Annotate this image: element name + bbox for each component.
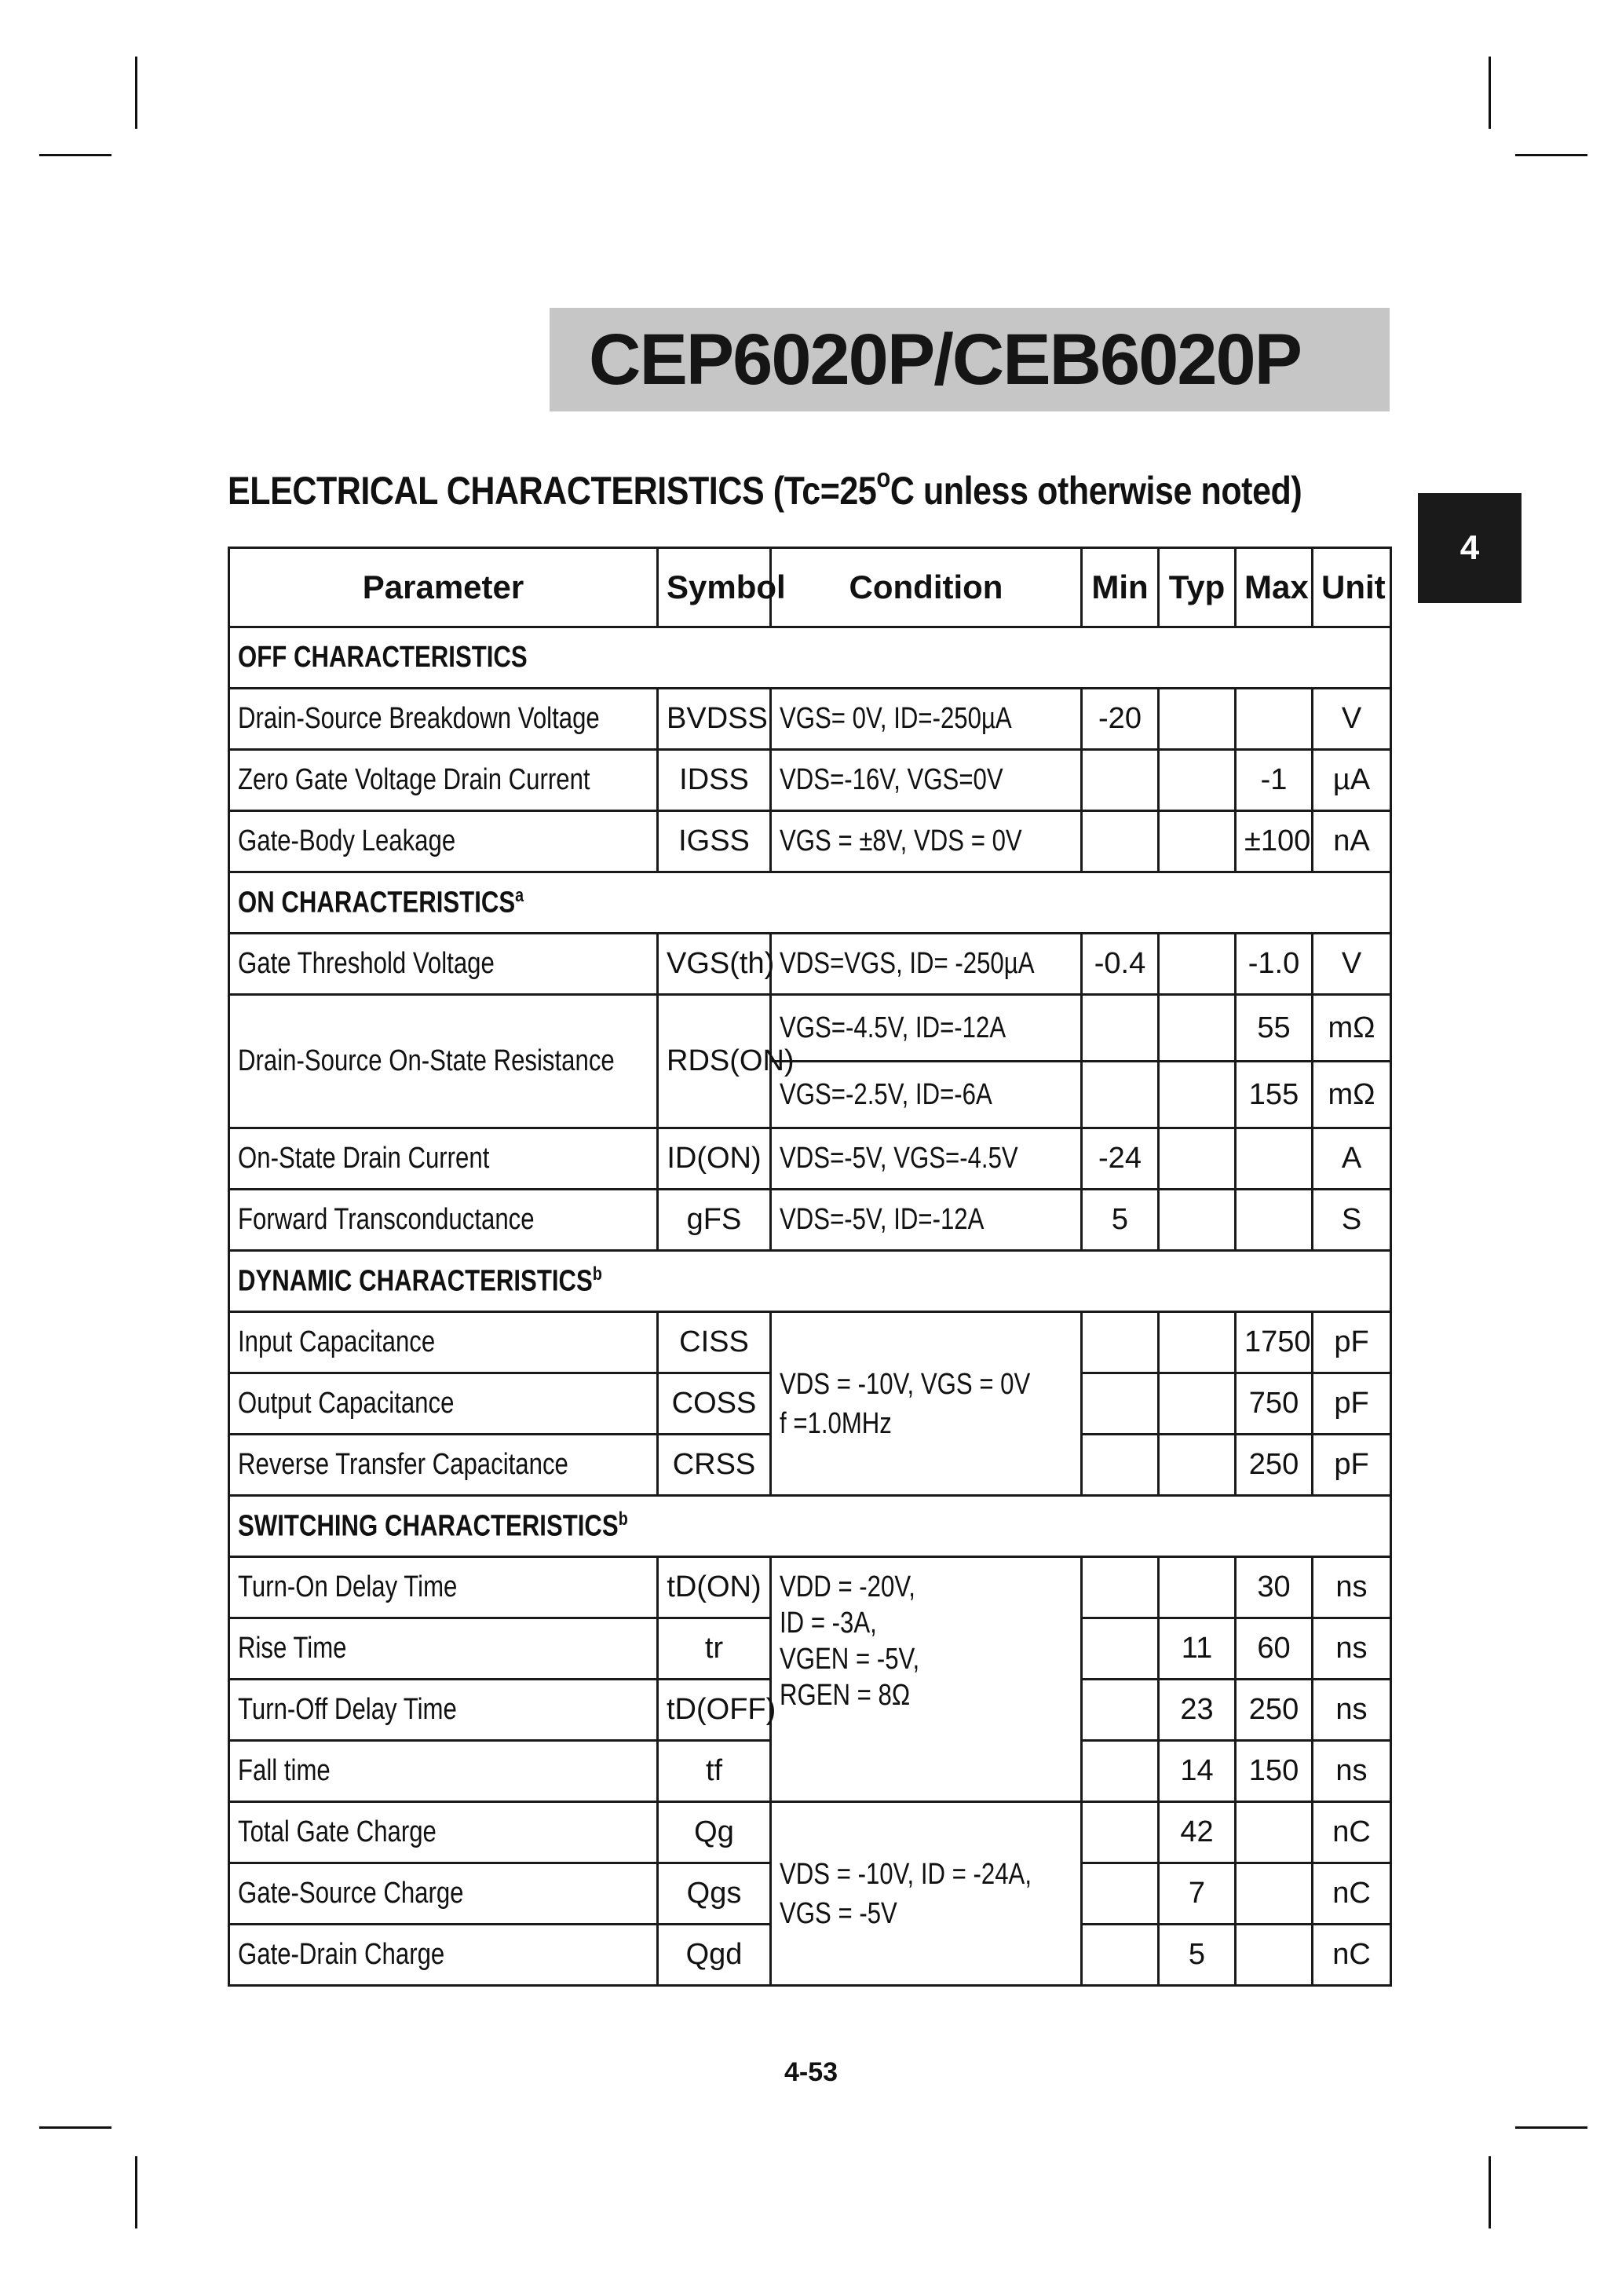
param-cell: [229, 689, 658, 750]
header-max: Max: [1236, 548, 1313, 627]
section-title-switching: [229, 1496, 1391, 1557]
crop-mark: [135, 2156, 137, 2228]
max-cell: 30: [1236, 1557, 1313, 1618]
typ-cell: [1159, 1557, 1236, 1618]
max-cell: [1236, 1925, 1313, 1986]
min-cell: -20: [1082, 689, 1159, 750]
symbol-cell: tD(OFF): [658, 1680, 771, 1741]
unit-cell: V: [1313, 689, 1391, 750]
param-cell: [229, 1802, 658, 1863]
header-symbol: Symbol: [658, 548, 771, 627]
typ-cell: 14: [1159, 1741, 1236, 1802]
condition-text: f =1.0MHz: [780, 1406, 892, 1440]
min-cell: [1082, 1925, 1159, 1986]
condition-cell: [771, 1802, 1082, 1986]
unit-cell: µA: [1313, 750, 1391, 811]
table-row: [229, 995, 1391, 1062]
param-cell: [229, 1925, 658, 1986]
max-cell: 250: [1236, 1435, 1313, 1496]
condition-cell: [771, 750, 1082, 811]
title-banner: [550, 308, 1390, 411]
condition-cell: [771, 689, 1082, 750]
unit-cell: nC: [1313, 1802, 1391, 1863]
table-row: [229, 750, 1391, 811]
header-min: Min: [1082, 548, 1159, 627]
min-cell: -0.4: [1082, 934, 1159, 995]
typ-cell: 42: [1159, 1802, 1236, 1863]
header-condition: Condition: [771, 548, 1082, 627]
header-parameter: Parameter: [229, 548, 658, 627]
param-text: Zero Gate Voltage Drain Current: [238, 763, 590, 796]
condition-text: VGS=-2.5V, ID=-6A: [780, 1077, 992, 1111]
section-title-on: [229, 872, 1391, 934]
symbol-cell: CISS: [658, 1312, 771, 1373]
section-title-text: OFF CHARACTERISTICS: [238, 641, 528, 674]
max-cell: 150: [1236, 1741, 1313, 1802]
typ-cell: [1159, 811, 1236, 872]
param-text: Input Capacitance: [238, 1325, 436, 1358]
chapter-tab-label: 4: [1459, 528, 1480, 567]
footnote-marker: b: [592, 1263, 602, 1285]
condition-text: VGS = -5V: [780, 1896, 897, 1930]
chapter-tab: [1418, 493, 1522, 603]
section-title-text: [238, 1508, 628, 1544]
section-row: [229, 1251, 1391, 1312]
param-cell: [229, 1435, 658, 1496]
section-title-label: DYNAMIC CHARACTERISTICS: [238, 1264, 593, 1298]
min-cell: [1082, 1557, 1159, 1618]
symbol-cell: RDS(ON): [658, 995, 771, 1128]
symbol-cell: IDSS: [658, 750, 771, 811]
param-text: Fall time: [238, 1754, 331, 1787]
symbol-cell: COSS: [658, 1373, 771, 1435]
crop-mark: [1489, 57, 1491, 129]
min-cell: [1082, 811, 1159, 872]
section-title-text: [238, 1263, 602, 1299]
unit-cell: V: [1313, 934, 1391, 995]
max-cell: -1: [1236, 750, 1313, 811]
typ-cell: 5: [1159, 1925, 1236, 1986]
param-text: Gate-Body Leakage: [238, 824, 456, 857]
param-text: Rise Time: [238, 1632, 347, 1665]
param-text: Gate-Drain Charge: [238, 1938, 445, 1971]
condition-text: VDS=-16V, VGS=0V: [780, 763, 1003, 796]
min-cell: -24: [1082, 1128, 1159, 1190]
section-title-label: ON CHARACTERISTICS: [238, 886, 516, 919]
unit-cell: mΩ: [1313, 995, 1391, 1062]
param-cell: [229, 1312, 658, 1373]
typ-cell: [1159, 1435, 1236, 1496]
condition-text: VGS= 0V, ID=-250µA: [780, 702, 1012, 735]
condition-text: VDS=VGS, ID= -250µA: [780, 947, 1035, 980]
condition-cell: [771, 934, 1082, 995]
section-title-dynamic: [229, 1251, 1391, 1312]
condition-text: VDS=-5V, ID=-12A: [780, 1203, 985, 1236]
symbol-cell: tr: [658, 1618, 771, 1680]
electrical-characteristics-table: [228, 547, 1392, 1987]
unit-cell: S: [1313, 1190, 1391, 1251]
unit-cell: pF: [1313, 1312, 1391, 1373]
symbol-cell: tD(ON): [658, 1557, 771, 1618]
unit-cell: ns: [1313, 1557, 1391, 1618]
table-row: [229, 689, 1391, 750]
param-cell: [229, 1190, 658, 1251]
condition-cell: [771, 1312, 1082, 1496]
unit-cell: pF: [1313, 1373, 1391, 1435]
max-cell: -1.0: [1236, 934, 1313, 995]
section-heading: [228, 463, 1302, 514]
header-typ: Typ: [1159, 548, 1236, 627]
symbol-cell: Qgd: [658, 1925, 771, 1986]
footnote-marker: b: [618, 1508, 628, 1530]
param-cell: [229, 1557, 658, 1618]
unit-cell: pF: [1313, 1435, 1391, 1496]
table-row: [229, 1190, 1391, 1251]
condition-text: VGS=-4.5V, ID=-12A: [780, 1011, 1006, 1044]
max-cell: ±100: [1236, 811, 1313, 872]
table-row: [229, 934, 1391, 995]
param-text: Output Capacitance: [238, 1387, 455, 1420]
max-cell: 55: [1236, 995, 1313, 1062]
typ-cell: 11: [1159, 1618, 1236, 1680]
section-row: [229, 627, 1391, 689]
min-cell: [1082, 1741, 1159, 1802]
condition-cell: [771, 811, 1082, 872]
header-unit: Unit: [1313, 548, 1391, 627]
param-cell: [229, 750, 658, 811]
condition-text: VGS = ±8V, VDS = 0V: [780, 824, 1022, 857]
typ-cell: [1159, 934, 1236, 995]
heading-degree: o: [876, 463, 890, 493]
unit-cell: ns: [1313, 1741, 1391, 1802]
crop-mark: [1489, 2156, 1491, 2228]
param-text: Total Gate Charge: [238, 1815, 437, 1848]
max-cell: [1236, 1190, 1313, 1251]
max-cell: 60: [1236, 1618, 1313, 1680]
condition-text: VGEN = -5V,: [780, 1643, 920, 1676]
min-cell: [1082, 1618, 1159, 1680]
section-row: [229, 1496, 1391, 1557]
max-cell: [1236, 689, 1313, 750]
max-cell: [1236, 1863, 1313, 1925]
symbol-cell: BVDSS: [658, 689, 771, 750]
crop-mark: [1515, 154, 1587, 156]
typ-cell: [1159, 1190, 1236, 1251]
condition-cell: [771, 1190, 1082, 1251]
typ-cell: 23: [1159, 1680, 1236, 1741]
param-text: Turn-On Delay Time: [238, 1570, 458, 1603]
min-cell: [1082, 1373, 1159, 1435]
typ-cell: [1159, 689, 1236, 750]
condition-text: VDS=-5V, VGS=-4.5V: [780, 1142, 1018, 1175]
typ-cell: [1159, 750, 1236, 811]
min-cell: [1082, 750, 1159, 811]
symbol-cell: VGS(th): [658, 934, 771, 995]
param-cell: [229, 1741, 658, 1802]
section-title-label: SWITCHING CHARACTERISTICS: [238, 1509, 619, 1543]
footnote-marker: a: [515, 885, 524, 907]
table-header-row: [229, 548, 1391, 627]
param-text: Gate-Source Charge: [238, 1877, 464, 1910]
condition-cell: [771, 995, 1082, 1062]
document-title: CEP6020P/CEB6020P: [589, 320, 1302, 400]
section-title-off: [229, 627, 1391, 689]
typ-cell: 7: [1159, 1863, 1236, 1925]
param-text: Reverse Transfer Capacitance: [238, 1448, 568, 1481]
crop-mark: [39, 2126, 111, 2129]
condition-cell: [771, 1557, 1082, 1802]
max-cell: [1236, 1802, 1313, 1863]
typ-cell: [1159, 1062, 1236, 1128]
min-cell: 5: [1082, 1190, 1159, 1251]
crop-mark: [1515, 2126, 1587, 2129]
page-number: 4-53: [784, 2057, 838, 2087]
unit-cell: nC: [1313, 1863, 1391, 1925]
param-cell: [229, 1680, 658, 1741]
min-cell: [1082, 1062, 1159, 1128]
typ-cell: [1159, 1312, 1236, 1373]
param-text: Drain-Source On-State Resistance: [238, 1044, 615, 1077]
table-row: [229, 811, 1391, 872]
min-cell: [1082, 995, 1159, 1062]
min-cell: [1082, 1802, 1159, 1863]
param-cell: [229, 1618, 658, 1680]
symbol-cell: Qg: [658, 1802, 771, 1863]
typ-cell: [1159, 1373, 1236, 1435]
condition-text: ID = -3A,: [780, 1607, 877, 1640]
param-cell: [229, 1863, 658, 1925]
max-cell: 250: [1236, 1680, 1313, 1741]
min-cell: [1082, 1680, 1159, 1741]
unit-cell: ns: [1313, 1680, 1391, 1741]
heading-rest: C unless otherwise noted): [890, 469, 1302, 513]
section-title-text: [238, 885, 524, 920]
max-cell: 750: [1236, 1373, 1313, 1435]
unit-cell: ns: [1313, 1618, 1391, 1680]
section-row: [229, 872, 1391, 934]
min-cell: [1082, 1312, 1159, 1373]
min-cell: [1082, 1863, 1159, 1925]
typ-cell: [1159, 995, 1236, 1062]
condition-text: VDS = -10V, VGS = 0V: [780, 1367, 1031, 1401]
max-cell: [1236, 1128, 1313, 1190]
param-cell: [229, 811, 658, 872]
min-cell: [1082, 1435, 1159, 1496]
condition-text: VDD = -20V,: [780, 1570, 915, 1603]
symbol-cell: IGSS: [658, 811, 771, 872]
max-cell: 155: [1236, 1062, 1313, 1128]
heading-main: ELECTRICAL CHARACTERISTICS (Tc=25: [228, 469, 877, 513]
condition-text: RGEN = 8Ω: [780, 1679, 911, 1712]
unit-cell: A: [1313, 1128, 1391, 1190]
table-row: [229, 1312, 1391, 1373]
condition-text: VDS = -10V, ID = -24A,: [780, 1857, 1032, 1891]
symbol-cell: Qgs: [658, 1863, 771, 1925]
symbol-cell: CRSS: [658, 1435, 771, 1496]
param-text: On-State Drain Current: [238, 1142, 490, 1175]
table-row: [229, 1128, 1391, 1190]
table-row: [229, 1557, 1391, 1618]
symbol-cell: tf: [658, 1741, 771, 1802]
param-text: Gate Threshold Voltage: [238, 947, 495, 980]
param-cell: [229, 1128, 658, 1190]
condition-cell: [771, 1062, 1082, 1128]
unit-cell: mΩ: [1313, 1062, 1391, 1128]
symbol-cell: gFS: [658, 1190, 771, 1251]
unit-cell: nC: [1313, 1925, 1391, 1986]
param-text: Forward Transconductance: [238, 1203, 535, 1236]
param-cell: [229, 1373, 658, 1435]
param-cell: [229, 995, 658, 1128]
condition-cell: [771, 1128, 1082, 1190]
typ-cell: [1159, 1128, 1236, 1190]
crop-mark: [135, 57, 137, 129]
param-text: Drain-Source Breakdown Voltage: [238, 702, 600, 735]
unit-cell: nA: [1313, 811, 1391, 872]
max-cell: 1750: [1236, 1312, 1313, 1373]
crop-mark: [39, 154, 111, 156]
param-text: Turn-Off Delay Time: [238, 1693, 457, 1726]
table-row: [229, 1802, 1391, 1863]
param-cell: [229, 934, 658, 995]
symbol-cell: ID(ON): [658, 1128, 771, 1190]
